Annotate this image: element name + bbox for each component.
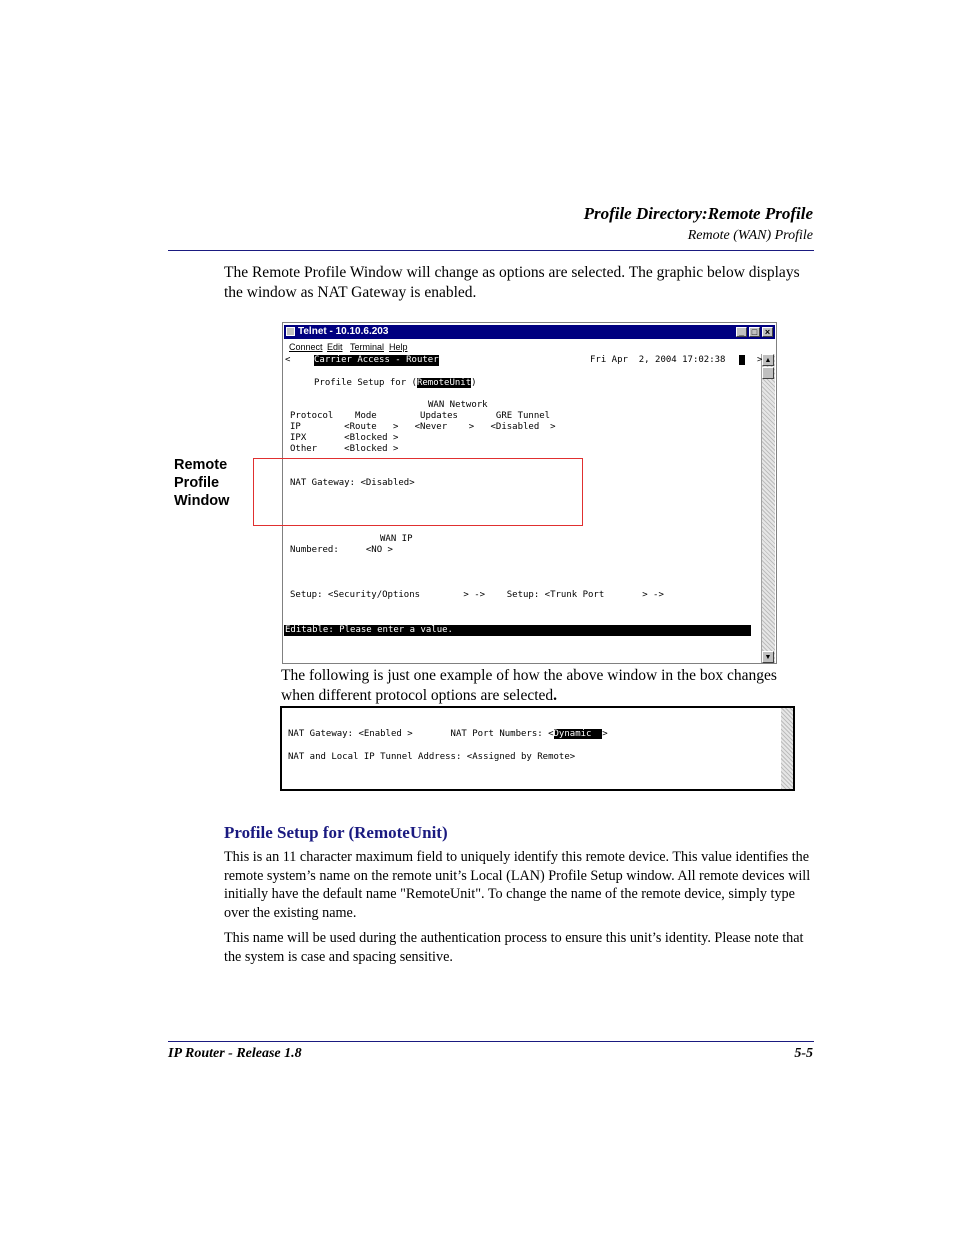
terminal-nat-gateway: NAT Gateway: <Disabled> xyxy=(290,478,415,488)
terminal-status-text: Editable: Please enter a value. xyxy=(285,625,453,635)
terminal-row-ip: IP <Route > <Never > <Disabled > xyxy=(290,422,556,432)
terminal-banner: Carrier Access - Router xyxy=(314,355,439,365)
terminal-profile-setup xyxy=(314,378,477,389)
example-text: The following is just one example of how the above window in the box changes when different protocol options are selected xyxy=(281,667,777,704)
terminal-numbered: Numbered: <NO > xyxy=(290,545,393,555)
terminal-column-headers: Protocol Mode Updates GRE Tunnel xyxy=(290,411,551,421)
section-heading: Profile Setup for (RemoteUnit) xyxy=(224,823,448,842)
terminal-wan-ip: WAN IP xyxy=(380,534,413,544)
terminal-wan-network: WAN Network xyxy=(428,400,488,410)
profile-setup-suffix: ) xyxy=(471,378,477,388)
scroll-up-icon[interactable]: ▲ xyxy=(762,354,774,366)
close-icon[interactable]: × xyxy=(762,327,773,337)
terminal-left-arrow: < xyxy=(285,355,291,365)
telnet-title-bar[interactable] xyxy=(284,325,775,339)
maximize-icon[interactable]: □ xyxy=(749,327,760,337)
terminal-row-other: Other <Blocked > xyxy=(290,444,399,454)
example-paragraph xyxy=(281,666,781,706)
header-rule xyxy=(168,250,814,251)
footer-page-number: 5-5 xyxy=(794,1046,813,1061)
example-line-nat-gateway xyxy=(288,729,608,740)
terminal-right-arrow: > xyxy=(757,355,763,365)
telnet-menu-bar xyxy=(284,341,762,354)
scroll-down-icon[interactable]: ▼ xyxy=(762,651,774,663)
telnet-app-icon xyxy=(286,327,295,336)
example-line-tunnel-address: NAT and Local IP Tunnel Address: <Assigned by Remote> xyxy=(288,752,576,762)
intro-paragraph: The Remote Profile Window will change as options are selected. The graphic below displays the window as NAT Gateway is enabled. xyxy=(224,264,800,301)
terminal-status-bar xyxy=(284,625,751,636)
example-period: . xyxy=(553,687,558,704)
menu-terminal[interactable]: Terminal xyxy=(350,342,385,352)
terminal-datetime: Fri Apr 2, 2004 17:02:38 xyxy=(590,355,726,365)
telnet-vertical-scrollbar[interactable] xyxy=(761,354,775,663)
terminal-cursor xyxy=(739,355,745,365)
nat-port-numbers-field[interactable]: Dynamic xyxy=(553,729,603,739)
profile-name-field[interactable]: RemoteUnit xyxy=(416,378,472,388)
remote-profile-callout-label: Remote Profile Window xyxy=(174,457,230,509)
nat-example-window xyxy=(280,706,795,791)
page-header-subtitle: Remote (WAN) Profile xyxy=(687,228,813,243)
terminal-setup-line: Setup: <Security/Options > -> Setup: <Trunk Port > -> xyxy=(290,590,664,600)
profile-setup-prefix: Profile Setup for ( xyxy=(314,378,417,388)
menu-edit[interactable]: Edit xyxy=(327,342,343,352)
example-line1-suffix: > xyxy=(602,729,608,739)
section-paragraph-2: This name will be used during the authentication process to ensure this unit’s identity. Please note that the system is case and spacing sensitive. xyxy=(224,930,804,965)
minimize-icon[interactable]: _ xyxy=(736,327,747,337)
example-line1-prefix: NAT Gateway: <Enabled > NAT Port Numbers: < xyxy=(288,729,554,739)
menu-connect[interactable]: Connect xyxy=(289,342,323,352)
footer-left: IP Router - Release 1.8 xyxy=(168,1046,302,1061)
menu-help[interactable]: Help xyxy=(389,342,408,352)
remote-profile-callout-box xyxy=(253,458,583,526)
example-scrollbar[interactable] xyxy=(781,708,793,789)
footer-rule xyxy=(168,1041,814,1042)
section-paragraph-1: This is an 11 character maximum field to uniquely identify this remote device. This value identifies the remote system’s name on the remote unit’s Local (LAN) Profile Setup window. All remote devices will initially have the default name "RemoteUnit". To change the name of the remote device, simply type over the existing name. xyxy=(224,849,811,921)
page-header-title: Profile Directory:Remote Profile xyxy=(583,204,813,223)
telnet-title: Telnet - 10.10.6.203 xyxy=(298,326,389,337)
scroll-thumb[interactable] xyxy=(762,367,774,379)
terminal-row-ipx: IPX <Blocked > xyxy=(290,433,399,443)
